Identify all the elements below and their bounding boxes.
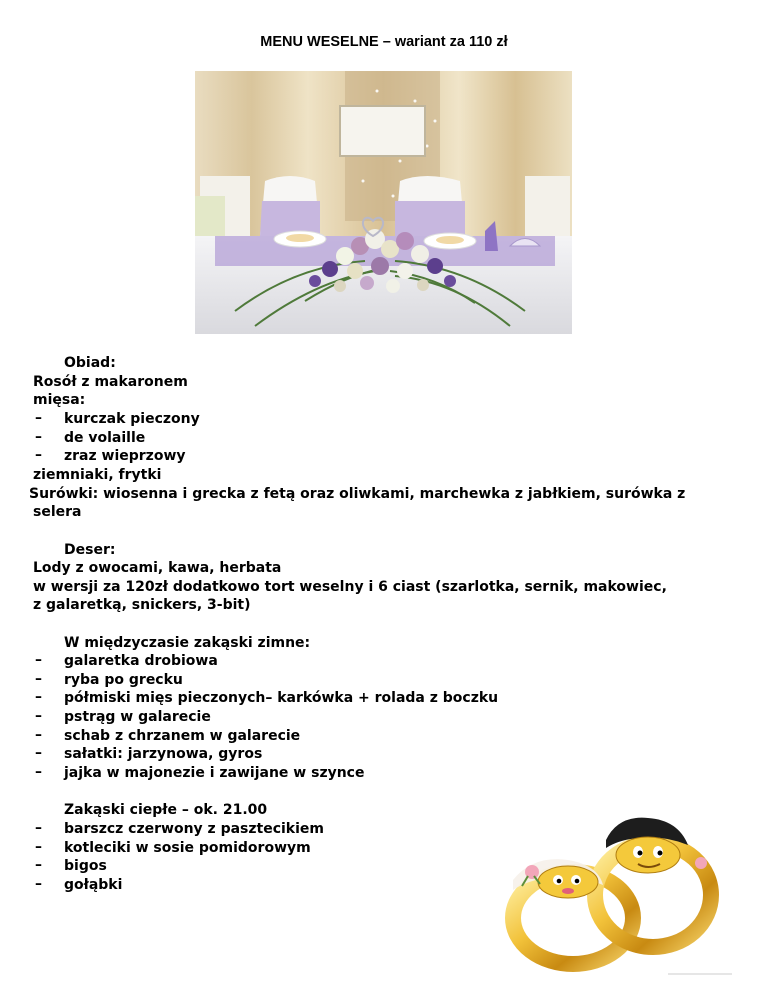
- list-item: kotleciki w sosie pomidorowym: [64, 840, 311, 856]
- deser-line-2: w wersji za 120zł dodatkowo tort weselny i 6 ciast (szarlotka, sernik, makowiec,: [33, 579, 667, 595]
- list-bullet: –: [35, 820, 42, 836]
- list-item: pstrąg w galarecie: [64, 709, 211, 725]
- list-bullet: –: [35, 652, 42, 668]
- list-item: bigos: [64, 858, 107, 874]
- obiad-heading: Obiad:: [64, 355, 116, 371]
- list-item: galaretka drobiowa: [64, 653, 218, 669]
- list-bullet: –: [35, 876, 42, 892]
- list-bullet: –: [35, 727, 42, 743]
- deser-heading: Deser:: [64, 542, 116, 558]
- list-item: sałatki: jarzynowa, gyros: [64, 746, 263, 762]
- list-bullet: –: [35, 429, 42, 445]
- page-title: MENU WESELNE – wariant za 110 zł: [260, 34, 508, 50]
- list-bullet: –: [35, 410, 42, 426]
- deser-line-3: z galaretką, snickers, 3-bit): [33, 597, 251, 613]
- list-item: kurczak pieczony: [64, 411, 200, 427]
- cieple-heading: Zakąski ciepłe – ok. 21.00: [64, 802, 268, 818]
- list-item: de volaille: [64, 430, 146, 446]
- zimne-heading: W międzyczasie zakąski zimne:: [64, 635, 311, 651]
- obiad-line-3: ziemniaki, frytki: [33, 467, 162, 483]
- wedding-rings-illustration: [488, 800, 734, 978]
- list-item: gołąbki: [64, 877, 123, 893]
- list-bullet: –: [35, 764, 42, 780]
- obiad-surowki: Surówki: wiosenna i grecka z fetą oraz oliwkami, marchewka z jabłkiem, surówka z: [29, 486, 686, 502]
- wedding-table-photo: [195, 71, 572, 334]
- list-item: ryba po grecku: [64, 672, 183, 688]
- list-bullet: –: [35, 447, 42, 463]
- obiad-surowki-cont: selera: [33, 504, 82, 520]
- list-item: jajka w majonezie i zawijane w szynce: [64, 765, 365, 781]
- obiad-line-2: mięsa:: [33, 392, 86, 408]
- list-item: barszcz czerwony z pasztecikiem: [64, 821, 324, 837]
- list-bullet: –: [35, 839, 42, 855]
- list-bullet: –: [35, 708, 42, 724]
- list-bullet: –: [35, 745, 42, 761]
- list-item: półmiski mięs pieczonych– karkówka + rolada z boczku: [64, 690, 499, 706]
- list-bullet: –: [35, 671, 42, 687]
- list-bullet: –: [35, 857, 42, 873]
- list-item: zraz wieprzowy: [64, 448, 186, 464]
- list-bullet: –: [35, 689, 42, 705]
- list-item: schab z chrzanem w galarecie: [64, 728, 301, 744]
- obiad-line-1: Rosół z makaronem: [33, 374, 188, 390]
- deser-line-1: Lody z owocami, kawa, herbata: [33, 560, 282, 576]
